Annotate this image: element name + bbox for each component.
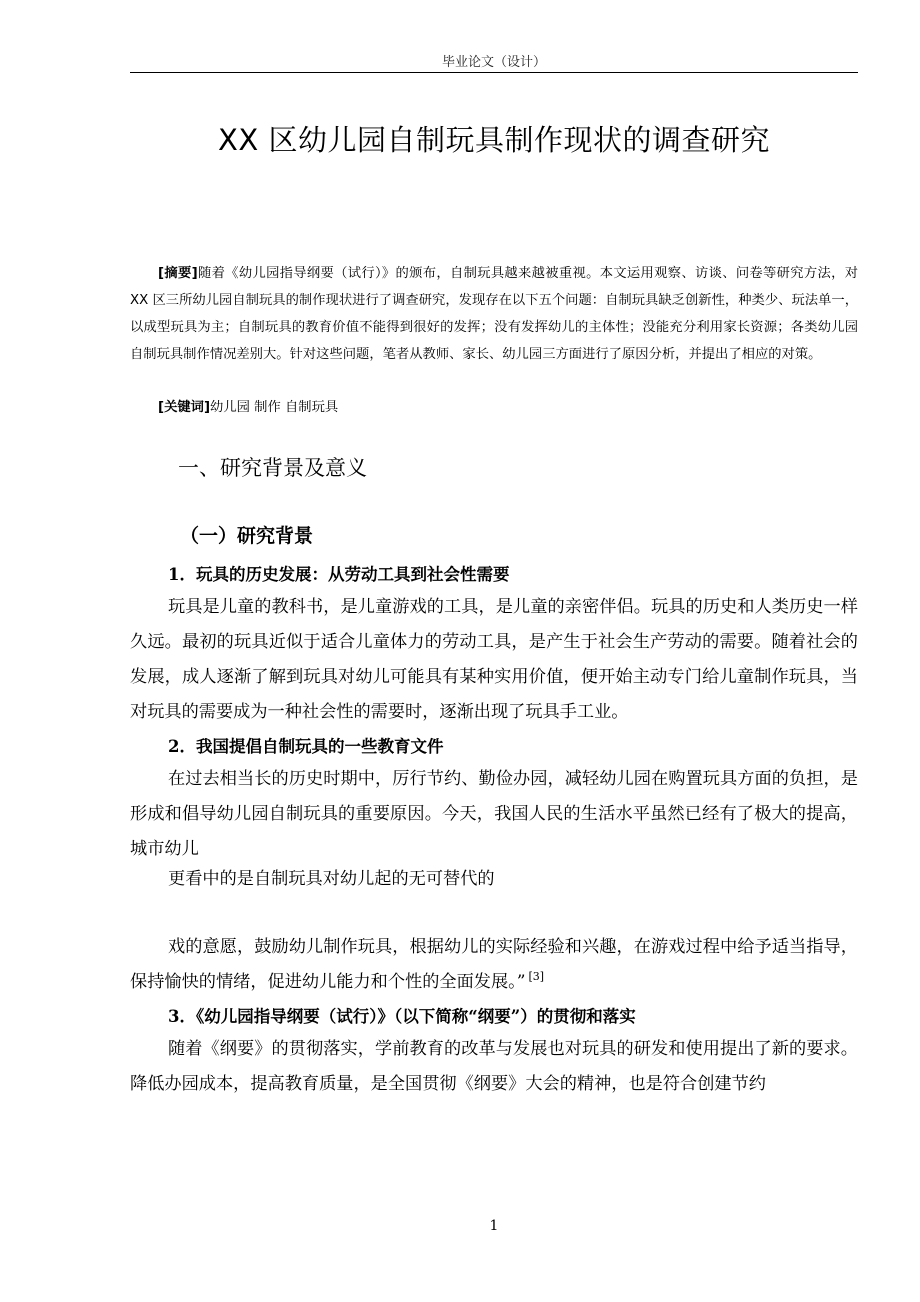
running-header: 毕业论文（设计） (441, 55, 546, 70)
item-heading-1: 1．玩具的历史发展：从劳动工具到社会性需要 (168, 565, 510, 584)
quote-text: 戏的意愿，鼓励幼儿制作玩具，根据幼儿的实际经验和兴趣，在游戏过程中给予适当指导，保持愉快的情绪，促进幼儿能力和个性的全面发展。” (130, 937, 858, 992)
keywords (158, 394, 338, 421)
body-paragraph-3: 更看中的是自制玩具对幼儿起的无可替代的 (168, 869, 495, 889)
abstract-label: [摘要] (158, 266, 198, 281)
body-paragraph-2: 在过去相当长的历史时期中，厉行节约、勤俭办园，减轻幼儿园在购置玩具方面的负担，是形成和倡导幼儿园自制玩具的重要原因。今天，我国人民的生活水平虽然已经有了极大的提高，城市幼儿 (130, 769, 858, 859)
item-heading-3: 3．《幼儿园指导纲要（试行）》（以下简称“纲要”）的贯彻和落实 (168, 1007, 636, 1026)
body-paragraph-5: 随着《纲要》的贯彻落实，学前教育的改革与发展也对玩具的研发和使用提出了新的要求。降低办园成本，提高教育质量，是全国贯彻《纲要》大会的精神，也是符合创建节约 (130, 1039, 858, 1094)
item-heading-2: 2．我国提倡自制玩具的一些教育文件 (168, 737, 444, 756)
abstract (130, 260, 858, 368)
keywords-text: 幼儿园 制作 自制玩具 (210, 400, 339, 415)
section-heading: 一、研究背景及意义 (178, 456, 367, 480)
abstract-text: 随着《幼儿园指导纲要（试行）》的颁布，自制玩具越来越被重视。本文运用观察、访谈、问卷等研究方法，对 XX 区三所幼儿园自制玩具的制作现状进行了调查研究，发现存在以下五个问题：自制玩具缺乏创新性，种类少、玩法单一，以成型玩具为主；自制玩具的教育价值不能得到很好的发挥；没有发挥幼儿的主体性；没能充分利用家长资源；各类幼儿园自制玩具制作情况差别大。针对这些问题，笔者从教师、家长、幼儿园三方面进行了原因分析，并提出了相应的对策。 (130, 266, 858, 362)
header-rule (130, 72, 858, 73)
subsection-heading: （一）研究背景 (180, 525, 314, 547)
body-paragraph-4 (130, 930, 858, 1000)
paper-title: XX 区幼儿园自制玩具制作现状的调查研究 (218, 123, 770, 157)
page-number: 1 (489, 1218, 499, 1234)
keywords-label: [关键词] (158, 400, 211, 415)
body-paragraph-1: 玩具是儿童的教科书，是儿童游戏的工具，是儿童的亲密伴侣。玩具的历史和人类历史一样久远。最初的玩具近似于适合儿童体力的劳动工具，是产生于社会生产劳动的需要。随着社会的发展，成人逐渐了解到玩具对幼儿可能具有某种实用价值，便开始主动专门给儿童制作玩具，当对玩具的需要成为一种社会性的需要时，逐渐出现了玩具手工业。 (130, 597, 858, 722)
citation-marker: [3] (528, 970, 545, 984)
